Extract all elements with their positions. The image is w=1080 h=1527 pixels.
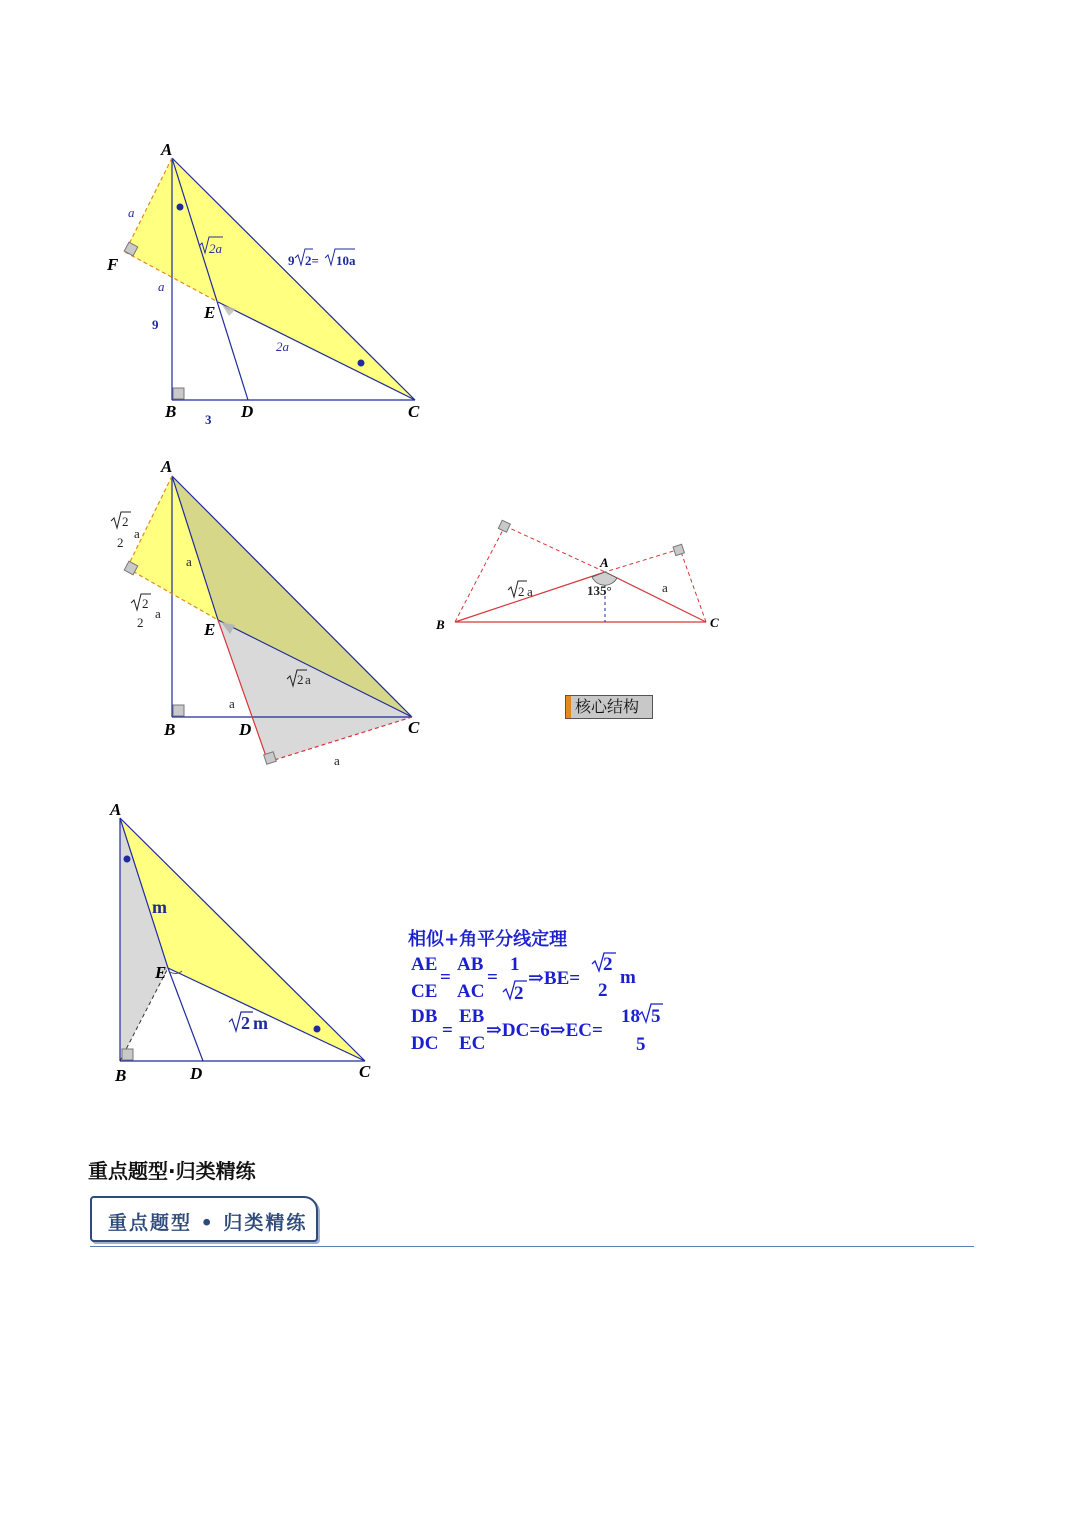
ec-num-18: 18	[621, 1006, 640, 1027]
point-A: A	[161, 140, 173, 159]
label-ae: a	[186, 554, 192, 569]
frac-ce: CE	[411, 981, 438, 1002]
eq: =	[487, 967, 498, 988]
core-structure-label: 核心结构	[575, 697, 640, 716]
point-D: D	[241, 402, 254, 421]
implies-dc: ⇒DC=6⇒EC=	[486, 1020, 603, 1041]
figure-3	[435, 520, 719, 632]
label-ae: 2a	[209, 241, 222, 256]
label-af-den: 2	[117, 535, 124, 550]
label-ac-eq: 2=	[305, 253, 319, 268]
point-B: B	[164, 720, 176, 739]
point-A: A	[600, 555, 609, 570]
point-C: C	[408, 402, 420, 421]
frac-db: DB	[411, 1006, 438, 1027]
be-num: 2	[603, 954, 613, 975]
label-ac-9: 9	[288, 253, 295, 268]
implies-be: ⇒BE=	[528, 968, 581, 989]
label-dc-perp: a	[334, 753, 340, 768]
frac-sqrt2: 2	[514, 983, 524, 1004]
section-banner-label: 重点题型 • 归类精练	[108, 1212, 308, 1234]
core-structure-tag	[565, 695, 653, 719]
point-B: B	[115, 1066, 127, 1085]
point-D: D	[190, 1064, 203, 1083]
label-fe-a: a	[155, 606, 161, 621]
label-ae-m: m	[152, 897, 167, 917]
section-banner	[90, 1196, 318, 1242]
label-fe-num: 2	[142, 596, 149, 611]
label-af-a: a	[134, 526, 140, 541]
figure-2	[111, 457, 420, 768]
section-heading: 重点题型·归类精练	[88, 1159, 256, 1183]
formula-title: 相似+角平分线定理	[408, 929, 568, 950]
angle-mark-dot	[124, 856, 131, 863]
formula-block	[408, 928, 663, 1055]
label-ed: a	[229, 696, 235, 711]
label-fe: a	[158, 279, 165, 294]
point-C: C	[408, 718, 420, 737]
label-ab-a: a	[527, 584, 533, 599]
label-ab: 9	[152, 317, 159, 332]
angle-mark-dot	[177, 204, 184, 211]
eq: =	[440, 967, 451, 988]
label-ec-val: 2	[241, 1013, 250, 1033]
label-ec: 2a	[276, 339, 289, 354]
point-A: A	[161, 457, 173, 476]
figure-1	[106, 140, 420, 427]
point-A: A	[110, 800, 122, 819]
eq: =	[442, 1020, 453, 1041]
point-E: E	[204, 303, 216, 322]
frac-one: 1	[510, 954, 520, 975]
label-af-num: 2	[122, 514, 129, 529]
frac-eb: EB	[459, 1006, 485, 1027]
ec-den-5: 5	[636, 1034, 646, 1055]
label-af: a	[128, 205, 135, 220]
point-E: E	[204, 620, 216, 639]
label-ac: a	[662, 580, 668, 595]
angle-mark-dot	[314, 1026, 321, 1033]
section-divider	[90, 1246, 974, 1247]
tag-accent-bar	[566, 696, 571, 718]
label-ec-unit: m	[253, 1013, 268, 1033]
angle-mark-dot	[358, 360, 365, 367]
point-E: E	[155, 963, 167, 982]
label-ab: 2	[518, 584, 525, 599]
ec-num-5: 5	[651, 1006, 661, 1027]
be-m: m	[620, 967, 636, 988]
label-ac-right: 10a	[336, 253, 356, 268]
label-bd: 3	[205, 412, 212, 427]
point-C: C	[710, 615, 719, 630]
frac-dc: DC	[411, 1033, 439, 1054]
frac-ec: EC	[459, 1033, 486, 1054]
frac-ae: AE	[411, 954, 438, 975]
figure-4	[109, 800, 371, 1085]
point-D: D	[239, 720, 252, 739]
point-B: B	[436, 617, 445, 632]
point-B: B	[165, 402, 177, 421]
frac-ab: AB	[457, 954, 484, 975]
point-C: C	[359, 1062, 371, 1081]
angle-label: 135°	[587, 583, 612, 598]
label-ec: 2	[297, 672, 304, 687]
label-fe-den: 2	[137, 615, 144, 630]
label-ec-a: a	[305, 672, 311, 687]
be-den: 2	[598, 980, 608, 1001]
frac-ac: AC	[457, 981, 485, 1002]
point-F: F	[107, 255, 119, 274]
